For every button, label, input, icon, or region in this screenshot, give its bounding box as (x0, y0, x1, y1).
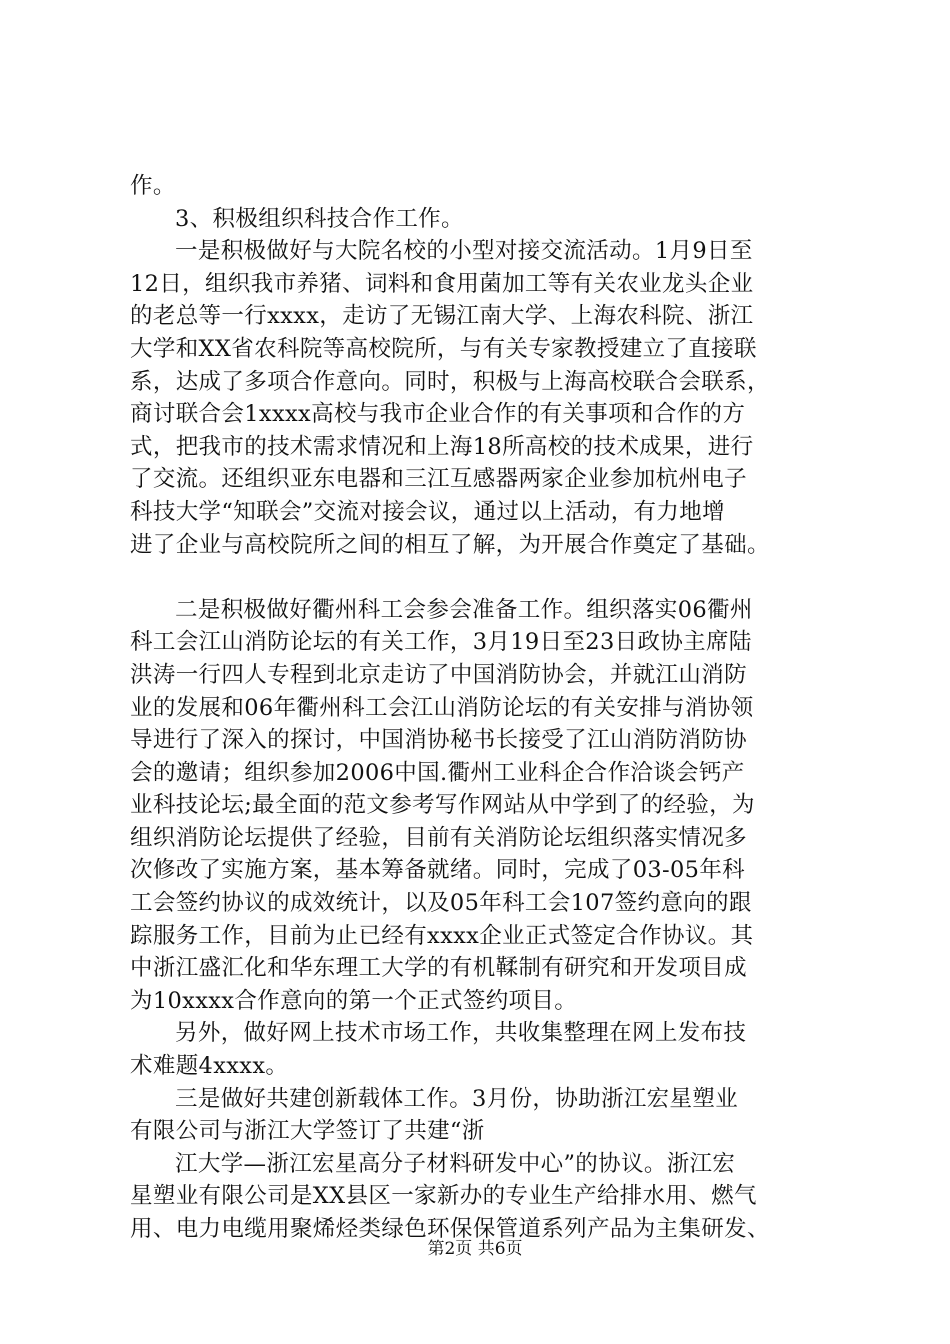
text-line: 术难题4xxxx。 (130, 1053, 289, 1080)
text-line: 洪涛一行四人专程到北京走访了中国消防协会，并就江山消防 (130, 661, 747, 688)
text-line: 工会签约协议的成效统计，以及05年科工会107签约意向的跟 (130, 890, 752, 917)
text-line: 导进行了深入的探讨，中国消协秘书长接受了江山消防消防协 (130, 727, 747, 754)
text-line: 星塑业有限公司是XX县区一家新办的专业生产给排水用、燃气 (130, 1183, 757, 1210)
text-line: 有限公司与浙江大学签订了共建“浙 (130, 1118, 485, 1145)
text-line: 组织消防论坛提供了经验，目前有关消防论坛组织落实情况多 (130, 824, 747, 851)
page-number-footer: 第2页 共6页 (427, 1239, 523, 1259)
text-line: 会的邀请；组织参加2006中国.衢州工业科企合作洽谈会钙产 (130, 759, 745, 786)
paragraph-gap (130, 561, 845, 594)
text-line: 的老总等一行xxxx，走访了无锡江南大学、上海农科院、浙江 (130, 303, 754, 330)
text-line: 系，达成了多项合作意向。同时，积极与上海高校联合会联系， (130, 368, 770, 395)
text-line: 了交流。还组织亚东电器和三江互感器两家企业参加杭州电子 (130, 466, 747, 493)
text-line: 12日，组织我市养猪、词料和食用菌加工等有关农业龙头企业 (130, 270, 754, 297)
text-line: 为10xxxx合作意向的第一个正式签约项目。 (130, 987, 578, 1014)
text-line: 江大学—浙江宏星高分子材料研发中心”的协议。浙江宏 (175, 1150, 736, 1177)
text-line: 作。 (130, 173, 176, 199)
text-line: 科技大学“知联会”交流对接会议，通过以上活动，有力地增 (130, 498, 725, 525)
text-line: 业科技论坛;最全面的范文参考写作网站从中学到了的经验，为 (130, 792, 755, 819)
section-heading: 3、积极组织科技合作工作。 (175, 205, 464, 232)
text-line: 中浙江盛汇化和华东理工大学的有机鞣制有研究和开发项目成 (130, 955, 747, 982)
document-body (130, 170, 845, 1246)
text-line: 科工会江山消防论坛的有关工作，3月19日至23日政协主席陆 (130, 629, 752, 656)
text-line: 进了企业与高校院所之间的相互了解，为开展合作奠定了基础。 (130, 531, 770, 558)
text-line: 次修改了实施方案，基本筹备就绪。同时，完成了03-05年科 (130, 857, 746, 884)
text-line: 二是积极做好衢州科工会参会准备工作。组织落实06衢州 (175, 596, 753, 623)
text-line: 商讨联合会1xxxx高校与我市企业合作的有关事项和合作的方 (130, 401, 746, 428)
text-line: 式，把我市的技术需求情况和上海18所高校的技术成果，进行 (130, 433, 754, 460)
text-line: 业的发展和06年衢州科工会江山消防论坛的有关安排与消协领 (130, 694, 754, 721)
text-line: 三是做好共建创新载体工作。3月份，协助浙江宏星塑业 (175, 1085, 739, 1112)
text-line: 另外，做好网上技术市场工作，共收集整理在网上发布技 (175, 1020, 747, 1047)
text-line: 大学和XX省农科院等高校院所，与有关专家教授建立了直接联 (130, 335, 757, 362)
text-line: 踪服务工作，目前为止已经有xxxx企业正式签定合作协议。其 (130, 922, 754, 949)
text-line: 用、电力电缆用聚烯烃类绿色环保保管道系列产品为主集研发、 (130, 1216, 770, 1242)
text-line: 一是积极做好与大院名校的小型对接交流活动。1月9日至 (175, 238, 753, 265)
